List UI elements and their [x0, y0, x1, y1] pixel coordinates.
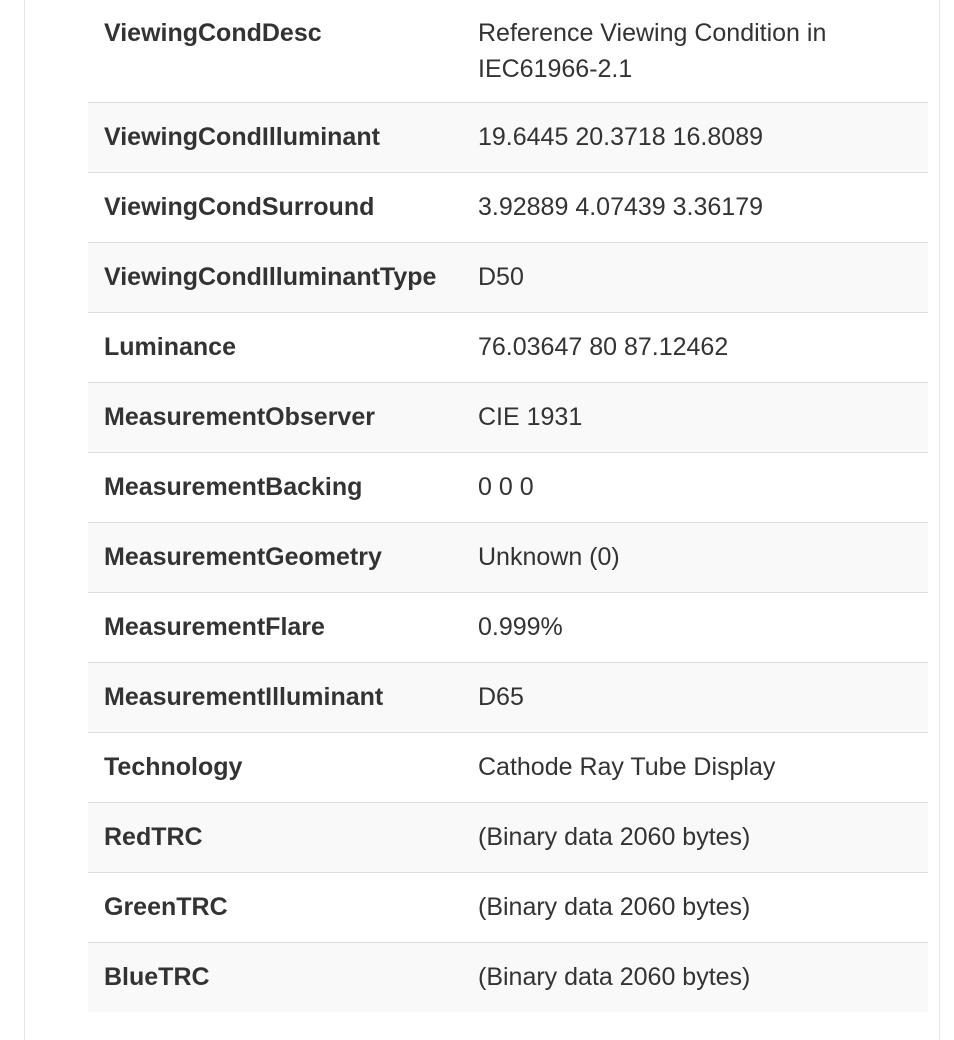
row-key: Technology: [88, 732, 462, 802]
row-key: Luminance: [88, 312, 462, 382]
row-key: RedTRC: [88, 802, 462, 872]
row-value: Cathode Ray Tube Display: [462, 732, 928, 802]
row-key: GreenTRC: [88, 872, 462, 942]
table-row: [88, 522, 928, 592]
row-value: (Binary data 2060 bytes): [462, 872, 928, 942]
row-value: D50: [462, 242, 928, 312]
row-value: 3.92889 4.07439 3.36179: [462, 172, 928, 242]
row-key: ViewingCondIlluminant: [88, 102, 462, 172]
table-row: [88, 172, 928, 242]
table-row: [88, 452, 928, 522]
metadata-panel: [24, 0, 940, 1040]
row-key: MeasurementBacking: [88, 452, 462, 522]
row-key: MeasurementObserver: [88, 382, 462, 452]
row-value: 0 0 0: [462, 452, 928, 522]
row-value: 19.6445 20.3718 16.8089: [462, 102, 928, 172]
table-row: [88, 592, 928, 662]
row-value: Unknown (0): [462, 522, 928, 592]
row-value: (Binary data 2060 bytes): [462, 802, 928, 872]
row-value: CIE 1931: [462, 382, 928, 452]
row-value: 76.03647 80 87.12462: [462, 312, 928, 382]
table-row: [88, 0, 928, 102]
row-key: BlueTRC: [104, 963, 210, 992]
table-row: [88, 382, 928, 452]
table-row: [88, 732, 928, 802]
row-key: MeasurementIlluminant: [88, 662, 462, 732]
row-key: ViewingCondDesc: [88, 0, 462, 102]
table-row: [88, 662, 928, 732]
table-row: [88, 802, 928, 872]
table-row: [88, 242, 928, 312]
table-row: [88, 102, 928, 172]
table-row: [88, 942, 928, 1012]
row-value: Reference Viewing Condition in IEC61966-2.1: [462, 0, 928, 102]
table-row: [88, 872, 928, 942]
row-value: (Binary data 2060 bytes): [478, 963, 751, 992]
row-key: MeasurementFlare: [88, 592, 462, 662]
row-key: ViewingCondIlluminantType: [88, 242, 462, 312]
metadata-table: [88, 0, 928, 1012]
row-value: D65: [462, 662, 928, 732]
row-key: ViewingCondSurround: [88, 172, 462, 242]
row-value: 0.999%: [462, 592, 928, 662]
table-row: [88, 312, 928, 382]
row-key: MeasurementGeometry: [88, 522, 462, 592]
